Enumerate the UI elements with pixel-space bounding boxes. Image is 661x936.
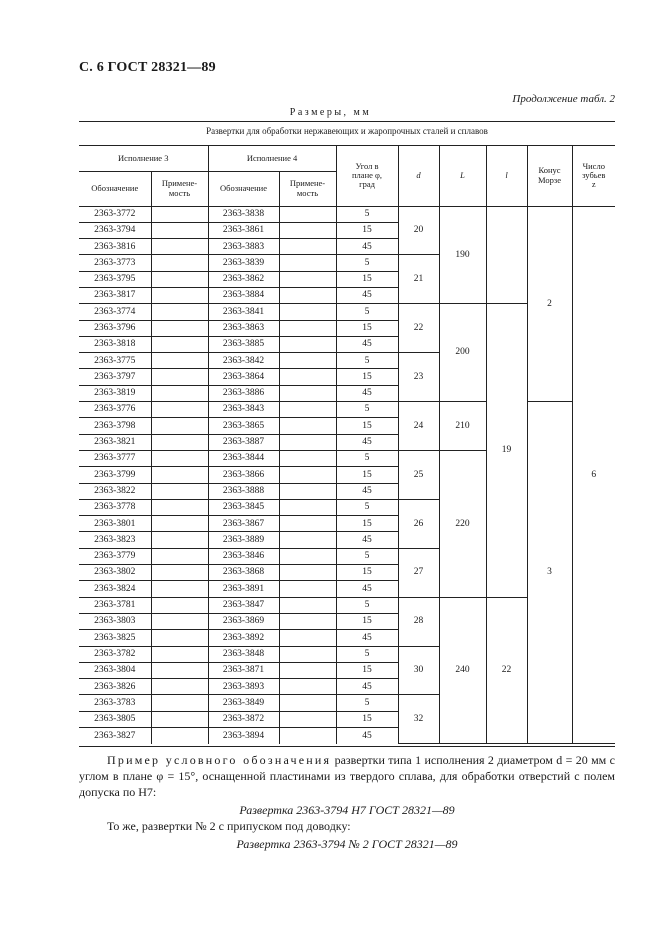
applicability-3-cell — [151, 287, 208, 303]
applicability-3-cell — [151, 336, 208, 352]
angle-cell: 45 — [336, 630, 398, 646]
angle-cell: 15 — [336, 320, 398, 336]
angle-cell: 45 — [336, 581, 398, 597]
header-cone-text: Конус Морзе — [537, 165, 562, 185]
designation-4-cell: 2363-3888 — [208, 483, 279, 499]
angle-cell: 5 — [336, 450, 398, 466]
angle-cell: 5 — [336, 255, 398, 271]
header-designation-4: Обозначение — [208, 171, 279, 206]
applicability-4-cell — [279, 467, 336, 483]
designation-4-cell: 2363-3886 — [208, 385, 279, 401]
applicability-4-cell — [279, 711, 336, 727]
d-cell: 32 — [398, 695, 439, 744]
designation-4-cell: 2363-3846 — [208, 548, 279, 564]
designation-3-cell: 2363-3775 — [79, 353, 151, 369]
L-cell: 220 — [439, 450, 486, 597]
designation-4-cell: 2363-3842 — [208, 353, 279, 369]
L-cell: 190 — [439, 206, 486, 304]
applicability-4-cell — [279, 402, 336, 418]
designation-3-cell: 2363-3779 — [79, 548, 151, 564]
applicability-4-cell — [279, 483, 336, 499]
applicability-3-cell — [151, 565, 208, 581]
table-continuation-note: Продолжение табл. 2 — [512, 93, 615, 105]
applicability-3-cell — [151, 646, 208, 662]
applicability-4-cell — [279, 532, 336, 548]
designation-4-cell: 2363-3891 — [208, 581, 279, 597]
designation-4-cell: 2363-3863 — [208, 320, 279, 336]
applicability-4-cell — [279, 239, 336, 255]
designation-4-cell: 2363-3838 — [208, 206, 279, 222]
angle-cell: 5 — [336, 695, 398, 711]
header-l-text: l — [505, 170, 508, 181]
header-execution-4: Исполнение 4 — [208, 146, 336, 171]
applicability-3-cell — [151, 695, 208, 711]
angle-cell: 45 — [336, 483, 398, 499]
angle-cell: 15 — [336, 613, 398, 629]
designation-4-cell: 2363-3869 — [208, 613, 279, 629]
applicability-4-cell — [279, 353, 336, 369]
applicability-4-cell — [279, 548, 336, 564]
header-d — [398, 146, 439, 206]
d-cell: 30 — [398, 646, 439, 695]
header-L — [439, 146, 486, 206]
angle-cell: 45 — [336, 287, 398, 303]
L-cell: 210 — [439, 402, 486, 451]
designation-3-cell: 2363-3798 — [79, 418, 151, 434]
applicability-4-cell — [279, 516, 336, 532]
applicability-3-cell — [151, 255, 208, 271]
applicability-4-cell — [279, 385, 336, 401]
angle-cell: 5 — [336, 646, 398, 662]
example-text: развертки типа 1 исполнения 2 диаметром d = 20 мм с углом в плане φ = 15°, оснащенной пластинами из твердого сплава, для обработки отверстий с полем допуска по H7: — [79, 753, 615, 799]
applicability-4-cell — [279, 320, 336, 336]
d-cell: 28 — [398, 597, 439, 646]
angle-cell: 15 — [336, 222, 398, 238]
designation-3-cell: 2363-3799 — [79, 467, 151, 483]
applicability-3-cell — [151, 483, 208, 499]
applicability-3-cell — [151, 239, 208, 255]
designation-4-cell: 2363-3841 — [208, 304, 279, 320]
applicability-3-cell — [151, 532, 208, 548]
designation-3-cell: 2363-3802 — [79, 565, 151, 581]
applicability-3-cell — [151, 679, 208, 695]
applicability-4-cell — [279, 434, 336, 450]
angle-cell: 15 — [336, 467, 398, 483]
applicability-3-cell — [151, 728, 208, 744]
designation-3-cell: 2363-3772 — [79, 206, 151, 222]
angle-cell: 5 — [336, 353, 398, 369]
applicability-4-cell — [279, 646, 336, 662]
applicability-4-cell — [279, 271, 336, 287]
designation-3-cell: 2363-3783 — [79, 695, 151, 711]
header-applicability-4: Примене- мость — [279, 171, 336, 206]
designation-3-cell: 2363-3804 — [79, 662, 151, 678]
applicability-3-cell — [151, 467, 208, 483]
designation-3-cell: 2363-3794 — [79, 222, 151, 238]
designation-4-cell: 2363-3868 — [208, 565, 279, 581]
designation-4-cell: 2363-3839 — [208, 255, 279, 271]
table-purpose-caption: Развертки для обработки нержавеющих и жаропрочных сталей и сплавов — [206, 126, 488, 136]
applicability-3-cell — [151, 369, 208, 385]
applicability-4-cell — [279, 304, 336, 320]
angle-cell: 15 — [336, 369, 398, 385]
applicability-3-cell — [151, 662, 208, 678]
applicability-4-cell — [279, 597, 336, 613]
sizes-label: Размеры, мм — [289, 107, 372, 118]
angle-cell: 15 — [336, 662, 398, 678]
applicability-3-cell — [151, 499, 208, 515]
cone-cell: 3 — [527, 402, 572, 744]
header-execution-3: Исполнение 3 — [79, 146, 208, 171]
applicability-4-cell — [279, 206, 336, 222]
angle-cell: 15 — [336, 418, 398, 434]
L-cell: 200 — [439, 304, 486, 402]
designation-4-cell: 2363-3871 — [208, 662, 279, 678]
designation-4-cell: 2363-3866 — [208, 467, 279, 483]
d-cell: 20 — [398, 206, 439, 255]
applicability-3-cell — [151, 271, 208, 287]
applicability-4-cell — [279, 369, 336, 385]
applicability-4-cell — [279, 418, 336, 434]
cone-cell: 2 — [527, 206, 572, 402]
l-cell — [486, 206, 527, 304]
designation-4-cell: 2363-3892 — [208, 630, 279, 646]
angle-cell: 45 — [336, 239, 398, 255]
applicability-3-cell — [151, 450, 208, 466]
applicability-3-cell — [151, 320, 208, 336]
header-angle — [336, 146, 398, 206]
applicability-4-cell — [279, 499, 336, 515]
applicability-3-cell — [151, 516, 208, 532]
designation-3-cell: 2363-3818 — [79, 336, 151, 352]
angle-cell: 45 — [336, 532, 398, 548]
table-body — [79, 206, 615, 744]
designation-3-cell: 2363-3824 — [79, 581, 151, 597]
designation-4-cell: 2363-3887 — [208, 434, 279, 450]
d-cell: 25 — [398, 450, 439, 499]
designation-3-cell: 2363-3827 — [94, 730, 136, 741]
l-cell: 19 — [486, 304, 527, 597]
applicability-3-cell — [151, 548, 208, 564]
reamer-table — [79, 146, 615, 744]
designation-3-cell: 2363-3801 — [79, 516, 151, 532]
designation-3-cell: 2363-3819 — [79, 385, 151, 401]
applicability-3-cell — [151, 581, 208, 597]
angle-cell: 5 — [336, 499, 398, 515]
header-teeth-text: Число зубьев z — [582, 160, 606, 190]
example-formula-2: Развертка 2363-3794 № 2 ГОСТ 28321—89 — [236, 837, 458, 851]
header-L-text: L — [460, 170, 465, 181]
header-d-text: d — [416, 170, 421, 181]
angle-cell: 5 — [336, 597, 398, 613]
angle-cell: 5 — [336, 548, 398, 564]
designation-3-cell: 2363-3797 — [79, 369, 151, 385]
example-paragraph — [79, 752, 615, 800]
applicability-3-cell — [151, 630, 208, 646]
designation-3-cell: 2363-3774 — [79, 304, 151, 320]
designation-3-cell: 2363-3795 — [79, 271, 151, 287]
applicability-3-cell — [151, 613, 208, 629]
applicability-4-cell — [279, 679, 336, 695]
applicability-4-cell — [279, 630, 336, 646]
page-header: С. 6 ГОСТ 28321—89 — [79, 60, 216, 75]
designation-3-cell: 2363-3823 — [79, 532, 151, 548]
designation-3-cell: 2363-3826 — [79, 679, 151, 695]
header-l — [486, 146, 527, 206]
designation-4-cell: 2363-3893 — [208, 679, 279, 695]
applicability-4-cell — [279, 450, 336, 466]
applicability-3-cell — [151, 434, 208, 450]
applicability-3-cell — [151, 418, 208, 434]
designation-4-cell: 2363-3864 — [208, 369, 279, 385]
table-row — [79, 402, 615, 418]
applicability-3-cell — [151, 597, 208, 613]
angle-cell: 15 — [336, 271, 398, 287]
designation-3-cell: 2363-3816 — [79, 239, 151, 255]
designation-4-cell: 2363-3847 — [208, 597, 279, 613]
example-text-2: То же, развертки № 2 с припуском под доводку: — [107, 819, 351, 833]
d-cell: 23 — [398, 353, 439, 402]
applicability-4-cell — [279, 565, 336, 581]
designation-4-cell: 2363-3872 — [208, 711, 279, 727]
table-row — [79, 206, 615, 222]
header-teeth — [572, 146, 615, 206]
angle-cell: 45 — [336, 336, 398, 352]
d-cell: 24 — [398, 402, 439, 451]
designation-4-cell: 2363-3849 — [208, 695, 279, 711]
angle-cell: 5 — [336, 304, 398, 320]
d-cell: 27 — [398, 548, 439, 597]
angle-cell: 5 — [336, 206, 398, 222]
header-angle-text: Угол в плане φ, град — [352, 160, 383, 190]
L-cell: 240 — [439, 597, 486, 744]
applicability-4-cell — [279, 662, 336, 678]
applicability-4-cell — [279, 255, 336, 271]
designation-3-cell: 2363-3796 — [79, 320, 151, 336]
designation-3-cell: 2363-3781 — [79, 597, 151, 613]
applicability-3-cell — [151, 222, 208, 238]
applicability-4-cell — [279, 728, 336, 744]
designation-4-cell: 2363-3843 — [208, 402, 279, 418]
table-top-rule — [79, 121, 615, 122]
header-applicability-3: Примене- мость — [151, 171, 208, 206]
applicability-4-cell — [279, 613, 336, 629]
applicability-4-cell — [279, 287, 336, 303]
designation-3-cell: 2363-3778 — [79, 499, 151, 515]
angle-cell: 15 — [336, 565, 398, 581]
applicability-4-cell — [279, 336, 336, 352]
angle-cell: 45 — [336, 728, 398, 744]
designation-4-cell: 2363-3848 — [208, 646, 279, 662]
designation-4-cell: 2363-3862 — [208, 271, 279, 287]
d-cell: 22 — [398, 304, 439, 353]
d-cell: 26 — [398, 499, 439, 548]
designation-3-cell: 2363-3821 — [79, 434, 151, 450]
applicability-3-cell — [151, 385, 208, 401]
angle-cell: 15 — [336, 711, 398, 727]
applicability-3-cell — [151, 402, 208, 418]
header-designation-3: Обозначение — [79, 171, 151, 206]
d-cell: 21 — [398, 255, 439, 304]
designation-4-cell: 2363-3894 — [208, 728, 279, 744]
header-cone — [527, 146, 572, 206]
designation-3-cell: 2363-3776 — [79, 402, 151, 418]
designation-3-cell: 2363-3782 — [79, 646, 151, 662]
designation-4-cell: 2363-3867 — [208, 516, 279, 532]
applicability-4-cell — [279, 695, 336, 711]
designation-4-cell: 2363-3884 — [208, 287, 279, 303]
designation-3-cell: 2363-3777 — [79, 450, 151, 466]
angle-cell: 45 — [336, 679, 398, 695]
designation-4-cell: 2363-3883 — [208, 239, 279, 255]
example-heading: Пример условного обозначения — [107, 753, 332, 767]
designation-4-cell: 2363-3861 — [208, 222, 279, 238]
designation-3-cell: 2363-3825 — [79, 630, 151, 646]
designation-3-cell: 2363-3805 — [79, 711, 151, 727]
designation-3-cell: 2363-3803 — [79, 613, 151, 629]
table-bottom-rule — [79, 746, 615, 747]
applicability-4-cell — [279, 581, 336, 597]
designation-4-cell: 2363-3844 — [208, 450, 279, 466]
designation-4-cell: 2363-3889 — [208, 532, 279, 548]
designation-3-cell: 2363-3773 — [79, 255, 151, 271]
angle-cell: 45 — [336, 385, 398, 401]
designation-3-cell: 2363-3822 — [79, 483, 151, 499]
designation-example — [79, 752, 615, 852]
l-cell: 22 — [486, 597, 527, 744]
applicability-3-cell — [151, 711, 208, 727]
angle-cell: 5 — [336, 402, 398, 418]
designation-3-cell: 2363-3817 — [79, 287, 151, 303]
teeth-cell: 6 — [572, 206, 615, 744]
applicability-3-cell — [151, 304, 208, 320]
applicability-3-cell — [151, 206, 208, 222]
example-formula-1: Развертка 2363-3794 H7 ГОСТ 28321—89 — [239, 803, 455, 817]
designation-4-cell: 2363-3885 — [208, 336, 279, 352]
applicability-4-cell — [279, 222, 336, 238]
applicability-3-cell — [151, 353, 208, 369]
designation-4-cell: 2363-3865 — [208, 418, 279, 434]
designation-4-cell: 2363-3845 — [208, 499, 279, 515]
angle-cell: 15 — [336, 516, 398, 532]
angle-cell: 45 — [336, 434, 398, 450]
